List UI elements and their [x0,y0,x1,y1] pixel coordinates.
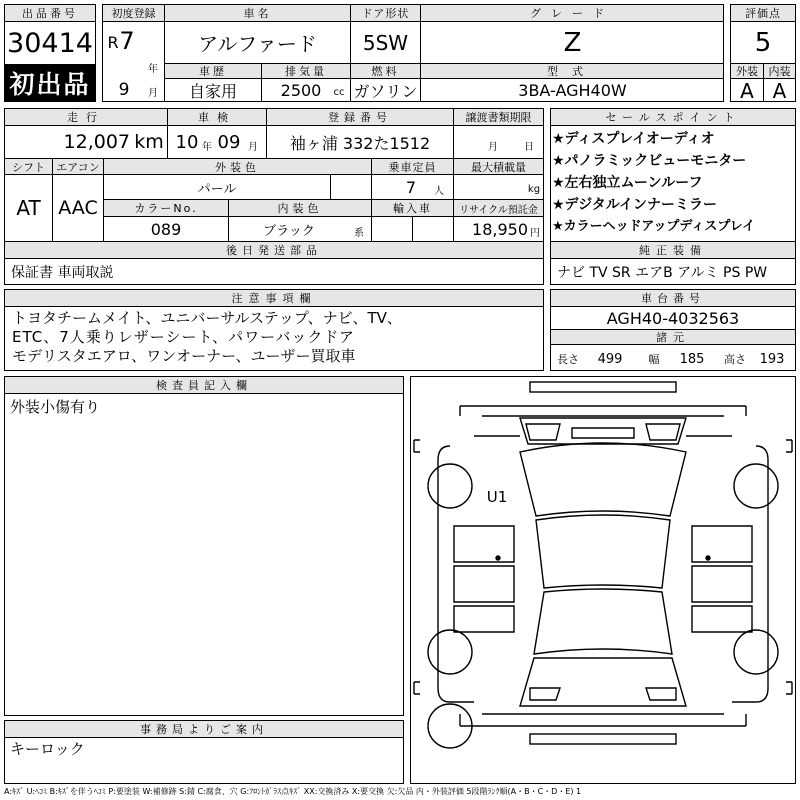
seating-capacity: 7 [405,177,417,197]
rear-right-wheel-outline [734,630,778,674]
inspection-year: 10 [175,131,199,153]
interior-color-unit: 系 [354,227,364,239]
vehicle-history: 自家用 [188,82,237,101]
exterior-color: パール [197,181,237,197]
sales-point-item: ★デジタルインナーミラー [552,197,718,213]
inspection-month-unit: 月 [248,141,258,153]
chassis-number: AGH40-4032563 [606,308,740,328]
registration-month: 9 [118,80,130,100]
capacity-label: 乗車定員 [371,158,454,175]
model-code: 3BA-AGH40W [518,81,627,100]
inspector-notes-box [4,376,404,716]
office-notice-label: 事務局よりご案内 [4,720,404,738]
displacement-unit: cc [333,86,345,98]
capacity-unit: 人 [434,185,444,197]
length-label: 長さ [557,353,579,366]
notes-label: 注意事項欄 [4,289,544,307]
load-unit: kg [527,183,541,195]
color-number: 089 [150,219,182,239]
interior-color: ブラック [263,223,315,239]
chassis-number-label: 車台番号 [550,289,796,307]
left-door-panels [454,526,514,632]
tailgate-outline [520,658,686,706]
front-right-wheel-outline [734,464,778,508]
grade: Z [563,27,582,58]
height-value: 193 [759,351,785,367]
overall-score: 5 [754,27,772,58]
notes-line: モデリスタエアロ、ワンオーナー、ユーザー買取車 [12,347,356,365]
rear-edge-outline [460,714,746,726]
registration-year: 7 [119,27,135,55]
inspector-notes-label: 検査員記入欄 [4,376,404,394]
aircon-type: AAC [58,197,98,219]
damage-legend: A:ｷｽﾞ U:ﾍｺﾐ B:ｷｽﾞを伴うﾍｺﾐ P:要塗装 W:補修跡 S:錆 C:腐食、穴 G:ﾌﾛﾝﾄｶﾞﾗｽ点ｷｽﾞ XX:交換済み X:要交換 欠:欠品 内・外装評価 5段階ﾗﾝｸ順(A・B・C・D・E) 1 [4,787,582,796]
interior-color-label: 内装色 [228,199,372,217]
fuel-label: 燃料 [350,63,421,79]
registration-era: R [107,32,119,52]
taillight-outline [530,688,676,700]
rear-window-outline [534,589,672,654]
right-mirror-mark [706,556,710,560]
exterior-color-label: 外装色 [103,158,372,175]
front-edge-outline [460,406,746,416]
plate-number: 袖ヶ浦 332た1512 [289,133,431,153]
year-unit: 年 [148,63,158,75]
grade-label: グレード [420,4,724,22]
width-value: 185 [679,351,705,367]
car-diagram [410,376,796,784]
notes-text [12,309,540,369]
length-value: 499 [597,351,623,367]
lot-number-label: 出品番号 [4,4,96,22]
genuine-equipment: ナビ TV SR エアB アルミ PS PW [557,264,768,281]
max-load-label: 最大積載量 [453,158,544,175]
recycle-deposit-unit: 円 [530,227,540,239]
right-door-panels [692,526,752,632]
month-unit: 月 [148,87,158,99]
interior-grade: A [772,78,787,103]
sales-point-item: ★パノラミックビューモニター [552,153,747,169]
fuel-type: ガソリン [353,82,418,101]
roof-outline [536,515,670,588]
vehicle-history-label: 車歴 [164,63,262,79]
sales-points-list [552,128,796,238]
recycle-deposit: 18,950 [472,219,528,239]
later-shipping-parts: 保証書 車両取説 [11,264,114,281]
displacement-label: 排気量 [261,63,351,79]
front-bumper-outline [530,382,676,392]
front-left-wheel-outline [428,464,472,508]
sales-point-item: ★左右独立ムーンルーフ [552,175,703,191]
inspection-month: 09 [217,131,241,153]
later-shipping-parts-label: 後日発送部品 [4,241,544,259]
first-registration-label: 初度登録 [102,4,165,22]
mileage: 12,007 [63,131,130,153]
inspection-year-unit: 年 [202,141,212,153]
mileage-label: 走行 [4,108,168,126]
specs-label: 諸元 [550,329,796,345]
inspector-notes-text: 外装小傷有り [10,398,101,416]
car-name-label: 車名 [164,4,351,22]
import-car-label: 輸入車 [371,199,454,217]
transfer-deadline-label: 譲渡書類期限 [453,108,544,126]
genuine-equipment-label: 純正装備 [550,241,796,259]
car-name: アルファード [198,32,317,56]
shift-type: AT [16,196,41,220]
windshield-outline [520,443,686,516]
inspection-label: 車検 [167,108,267,126]
door-type: 5SW [362,30,409,55]
mileage-unit: km [134,131,164,153]
left-mirror-mark [496,556,500,560]
grille-outline [572,428,634,438]
lot-number-box [4,21,96,65]
transfer-day-unit: 日 [524,141,534,153]
notes-line: ETC、7人乗りレザーシート、パワーバックドア [12,328,355,346]
width-label: 幅 [648,353,660,366]
aircon-label: エアコン [52,158,104,175]
rear-left-wheel-outline [428,630,472,674]
color-number-label: カラーNo. [103,199,229,217]
sales-point-item: ★カラーヘッドアップディスプレイ [552,219,756,234]
door-type-label: ドア形状 [350,4,421,22]
rear-bumper-outline [530,734,676,744]
damage-mark: U1 [486,488,508,506]
height-label: 高さ [724,353,746,366]
score-label: 評価点 [730,4,796,22]
plate-label: 登録番号 [266,108,454,126]
model-code-label: 型式 [420,63,724,79]
interior-grade-label: 内装 [763,63,796,79]
first-listing-badge: 初出品 [4,64,96,102]
notes-line: トヨタチームメイト、ユニバーサルステップ、ナビ、TV、 [12,309,402,327]
displacement: 2500 [280,81,322,100]
lot-number: 30414 [7,27,93,59]
exterior-grade-label: 外装 [730,63,764,79]
recycle-deposit-label: リサイクル預託金 [453,199,544,217]
sales-point-item: ★ディスプレイオーディオ [552,131,715,147]
shift-label: シフト [4,158,53,175]
transfer-month-unit: 月 [488,141,498,153]
sales-points-label: セールスポイント [550,108,796,126]
office-notice-text: キーロック [10,740,85,758]
exterior-grade: A [740,78,754,103]
